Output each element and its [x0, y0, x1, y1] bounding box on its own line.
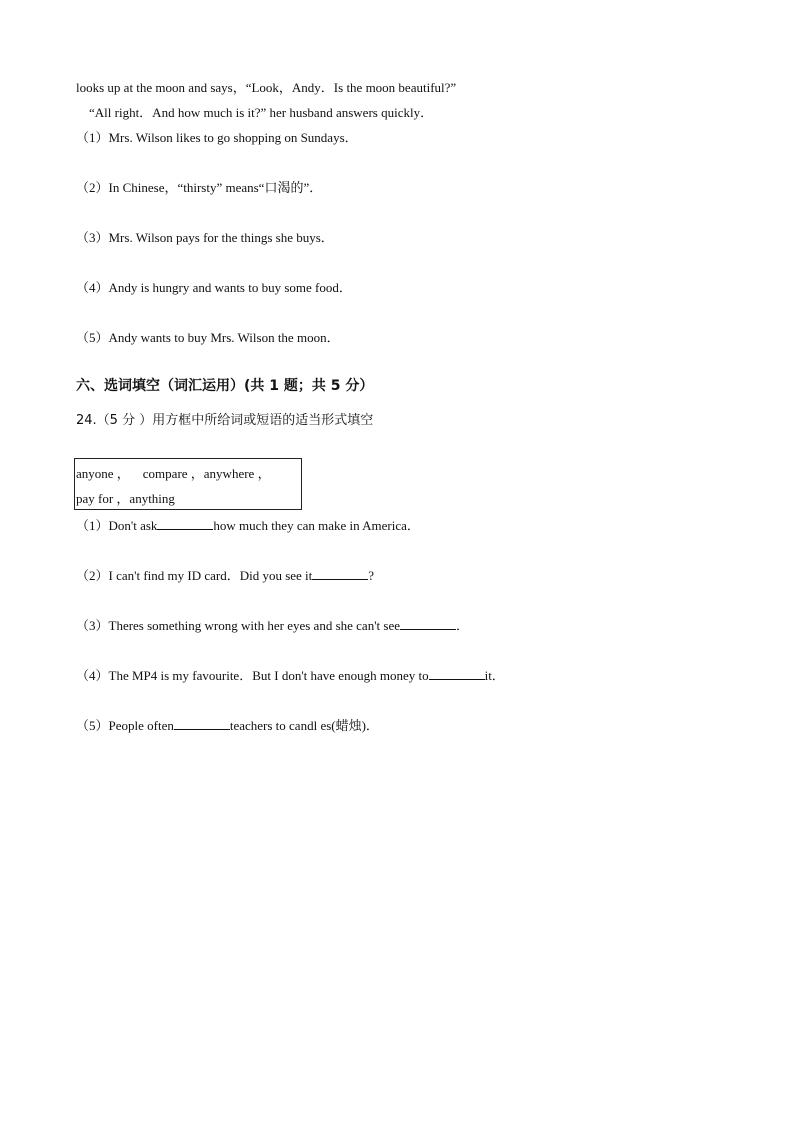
- statement-4: （4）Andy is hungry and wants to buy some food．: [76, 280, 352, 295]
- fill-item-3-text: （3）Theres something wrong with her eyes and she can't see: [76, 618, 401, 633]
- fill-item-5-text: （5）People often: [76, 718, 174, 733]
- fill-item-1-text: （1）Don't ask: [76, 518, 158, 533]
- question-prompt: 24.（5 分 ）用方框中所给词或短语的适当形式填空: [76, 413, 374, 428]
- statement-1: （1）Mrs. Wilson likes to go shopping on Sundays．: [76, 130, 358, 145]
- fill-item-3: [76, 617, 469, 634]
- fill-item-2-text: （2）I can't find my ID card．Did you see it: [76, 568, 313, 583]
- fill-item-5: [76, 717, 379, 734]
- section-heading: 六、选词填空（词汇运用）(共 1 题；共 5 分）: [76, 378, 374, 394]
- statement-2: （2）In Chinese，“thirsty” means“口渴的”．: [76, 180, 323, 195]
- fill-item-1: [76, 517, 420, 534]
- passage-line-1: looks up at the moon and says，“Look，Andy．Is the moon beautiful?”: [76, 80, 457, 95]
- answer-blank-4[interactable]: [429, 667, 485, 680]
- statement-3: （3）Mrs. Wilson pays for the things she buys．: [76, 230, 334, 245]
- answer-blank-1[interactable]: [157, 517, 213, 530]
- answer-blank-2[interactable]: [312, 567, 368, 580]
- fill-item-2-tail: ?: [368, 568, 375, 583]
- fill-item-5-tail: teachers to candl es(蜡烛)．: [229, 718, 379, 733]
- passage-line-2: “All right．And how much is it?” her husband answers quickly．: [89, 105, 434, 120]
- statement-5: （5）Andy wants to buy Mrs. Wilson the moon．: [76, 330, 340, 345]
- word-box: [74, 458, 302, 510]
- fill-item-3-tail: ．: [456, 618, 470, 633]
- word-box-row-2: pay for ，anything: [76, 491, 175, 506]
- fill-item-4-text: （4）The MP4 is my favourite．But I don't have enough money to: [76, 668, 429, 683]
- fill-item-2: [76, 567, 374, 584]
- answer-blank-3[interactable]: [400, 617, 456, 630]
- answer-blank-5[interactable]: [174, 717, 230, 730]
- fill-item-4: [76, 667, 505, 684]
- word-box-row-1: anyone ， compare ，anywhere ，: [76, 466, 271, 481]
- fill-item-1-tail: how much they can make in America．: [213, 518, 420, 533]
- fill-item-4-tail: it．: [484, 668, 505, 683]
